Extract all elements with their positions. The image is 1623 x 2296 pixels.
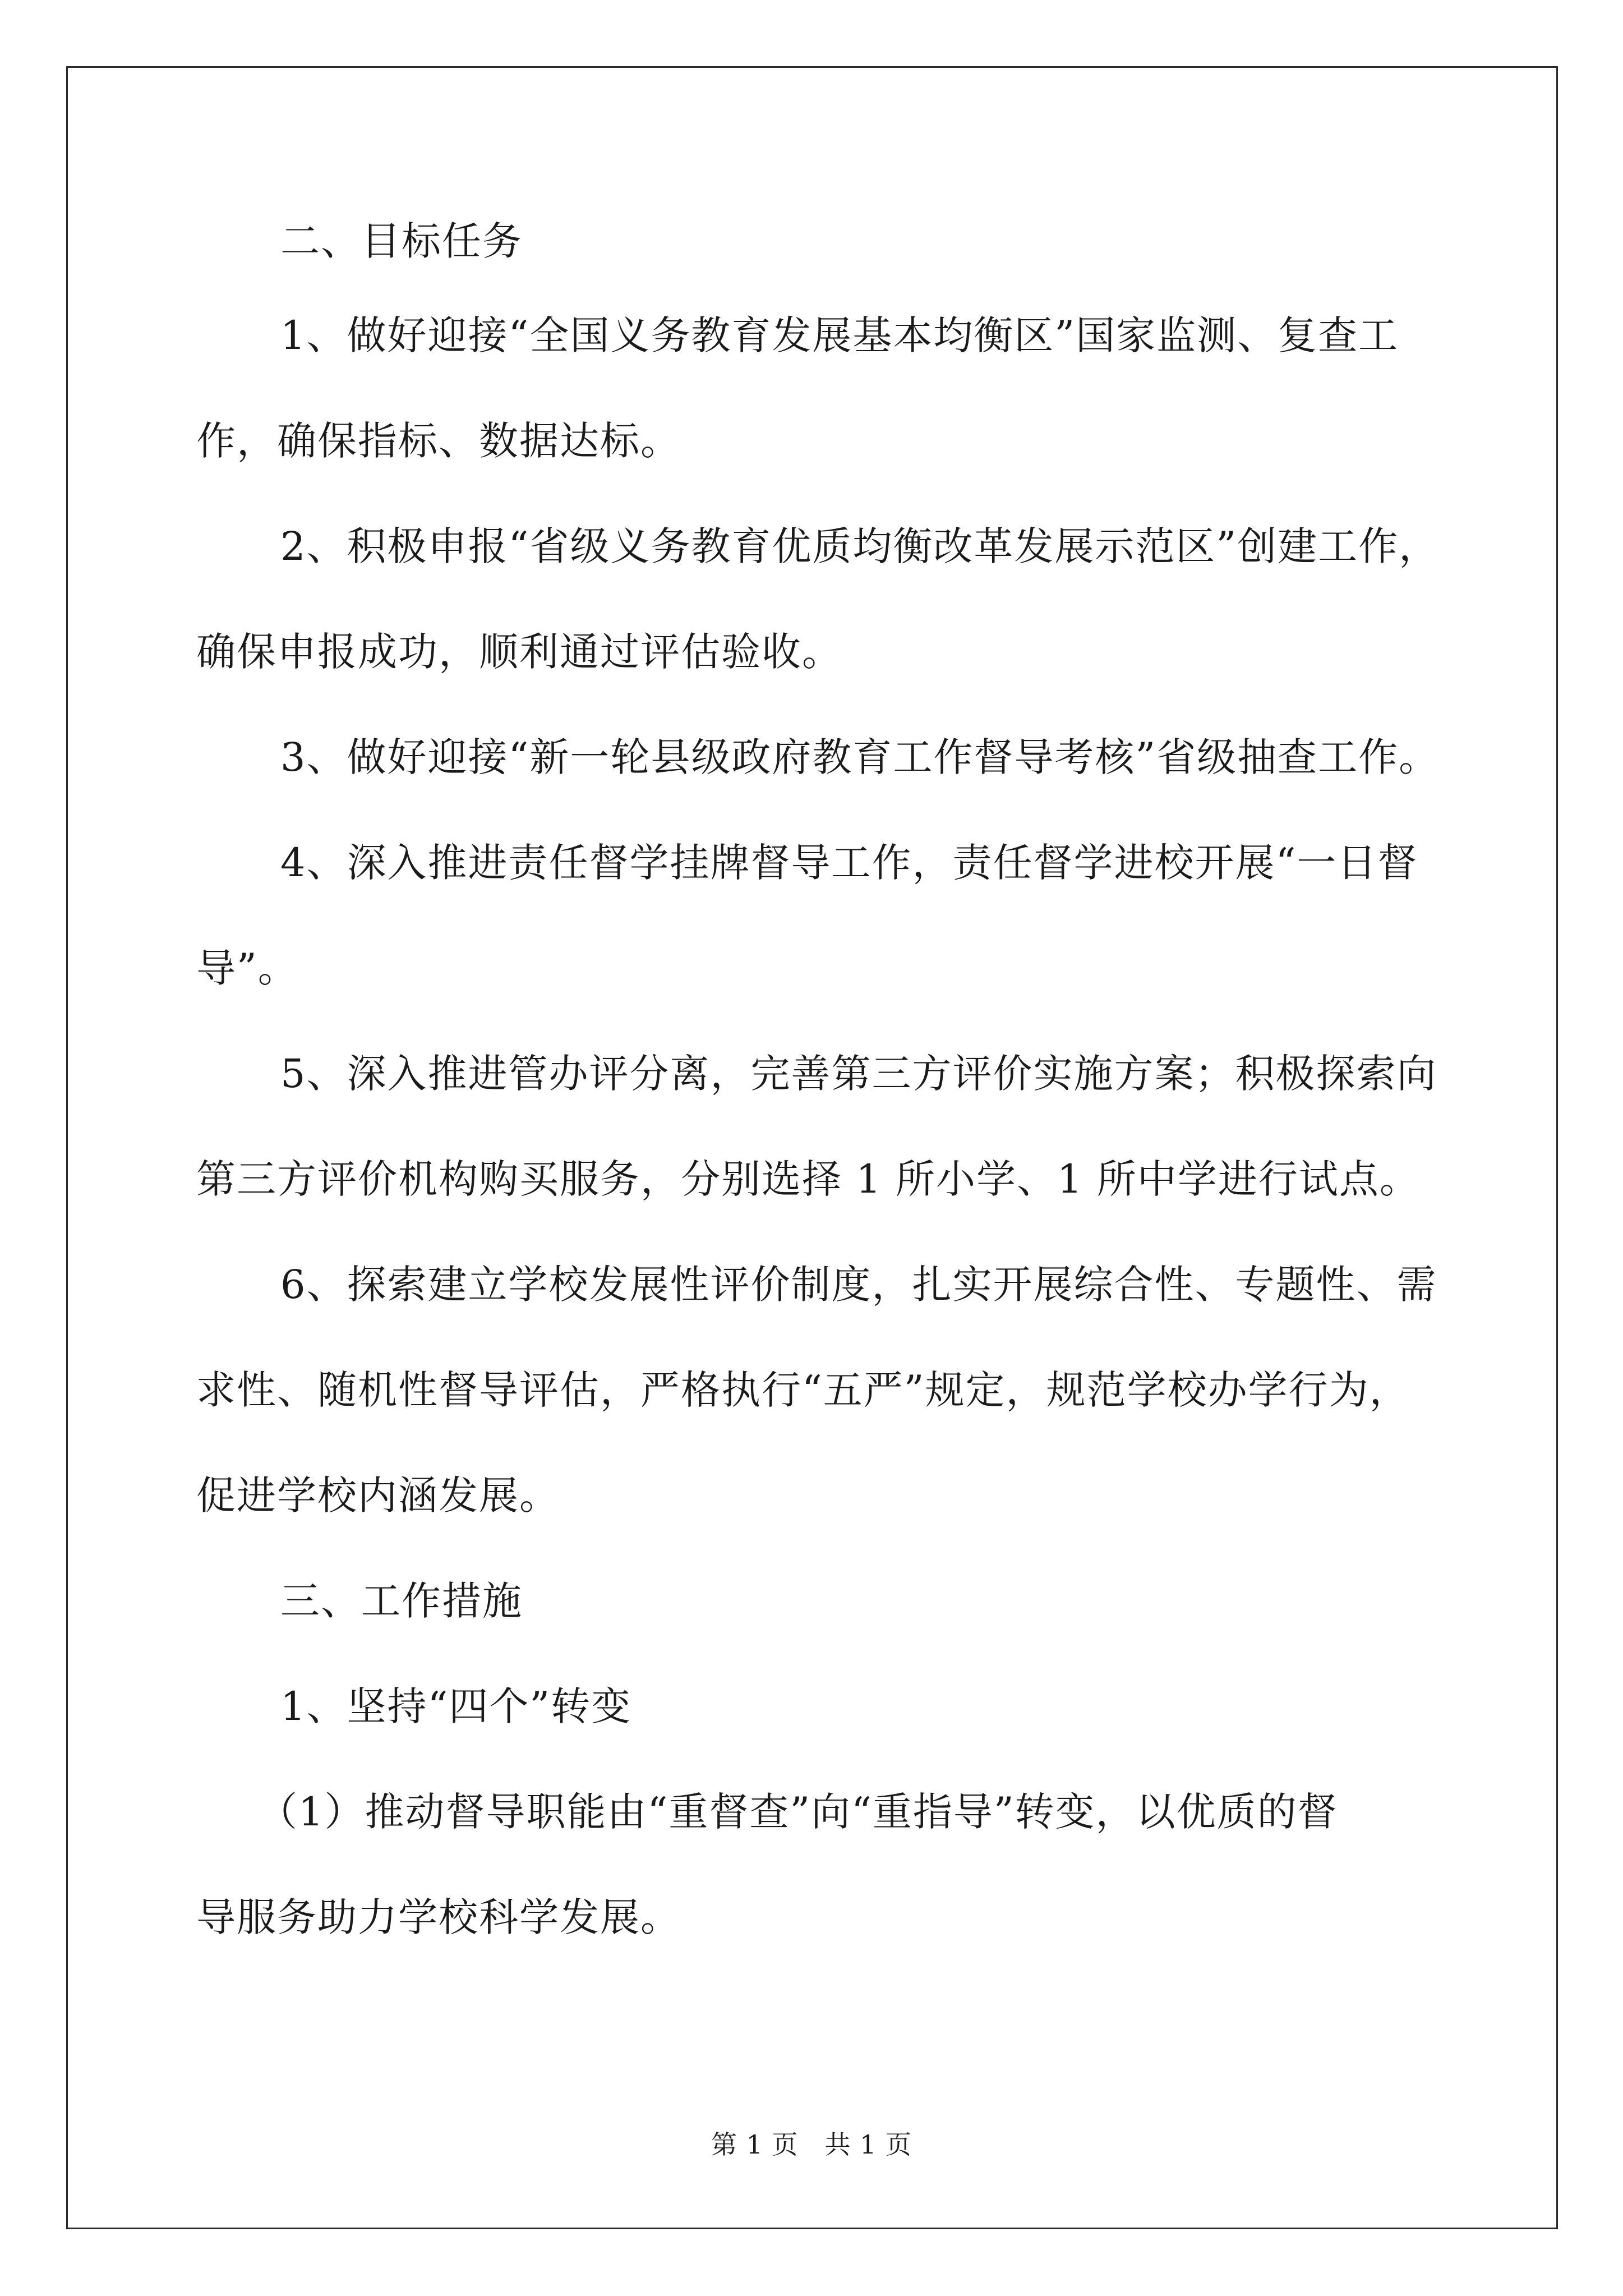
paragraph-line: 4、深入推进责任督学挂牌督导工作，责任督学进校开展“一日督 — [280, 840, 1418, 886]
paragraph-line: 作，确保指标、数据达标。 — [196, 418, 681, 464]
paragraph-line: 3、做好迎接“新一轮县级政府教育工作督导考核”省级抽查工作。 — [280, 734, 1440, 780]
section-heading-goals: 二、目标任务 — [280, 218, 523, 264]
paragraph-line: （1）推动督导职能由“重督查”向“重指导”转变，以优质的督 — [258, 1789, 1338, 1835]
paragraph-line: 促进学校内涵发展。 — [196, 1473, 560, 1519]
paragraph-line: 导服务助力学校科学发展。 — [196, 1894, 681, 1940]
paragraph-line: 6、探索建立学校发展性评价制度，扎实开展综合性、专题性、需 — [280, 1262, 1437, 1308]
paragraph-line: 5、深入推进管办评分离，完善第三方评价实施方案；积极探索向 — [280, 1051, 1437, 1097]
subheading: 1、坚持“四个”转变 — [280, 1683, 632, 1729]
paragraph-line: 1、做好迎接“全国义务教育发展基本均衡区”国家监测、复查工 — [280, 312, 1399, 358]
paragraph-line: 导”。 — [196, 945, 298, 991]
paragraph-line: 第三方评价机构购买服务，分别选择 1 所小学、1 所中学进行试点。 — [196, 1156, 1420, 1202]
section-heading-measures: 三、工作措施 — [280, 1578, 523, 1624]
paragraph-line: 确保申报成功，顺利通过评估验收。 — [196, 629, 842, 675]
paragraph-line: 2、积极申报“省级义务教育优质均衡改革发展示范区”创建工作， — [280, 523, 1440, 569]
page-footer: 第 1 页 共 1 页 — [711, 2129, 912, 2160]
paragraph-line: 求性、随机性督导评估，严格执行“五严”规定，规范学校办学行为， — [196, 1367, 1410, 1413]
